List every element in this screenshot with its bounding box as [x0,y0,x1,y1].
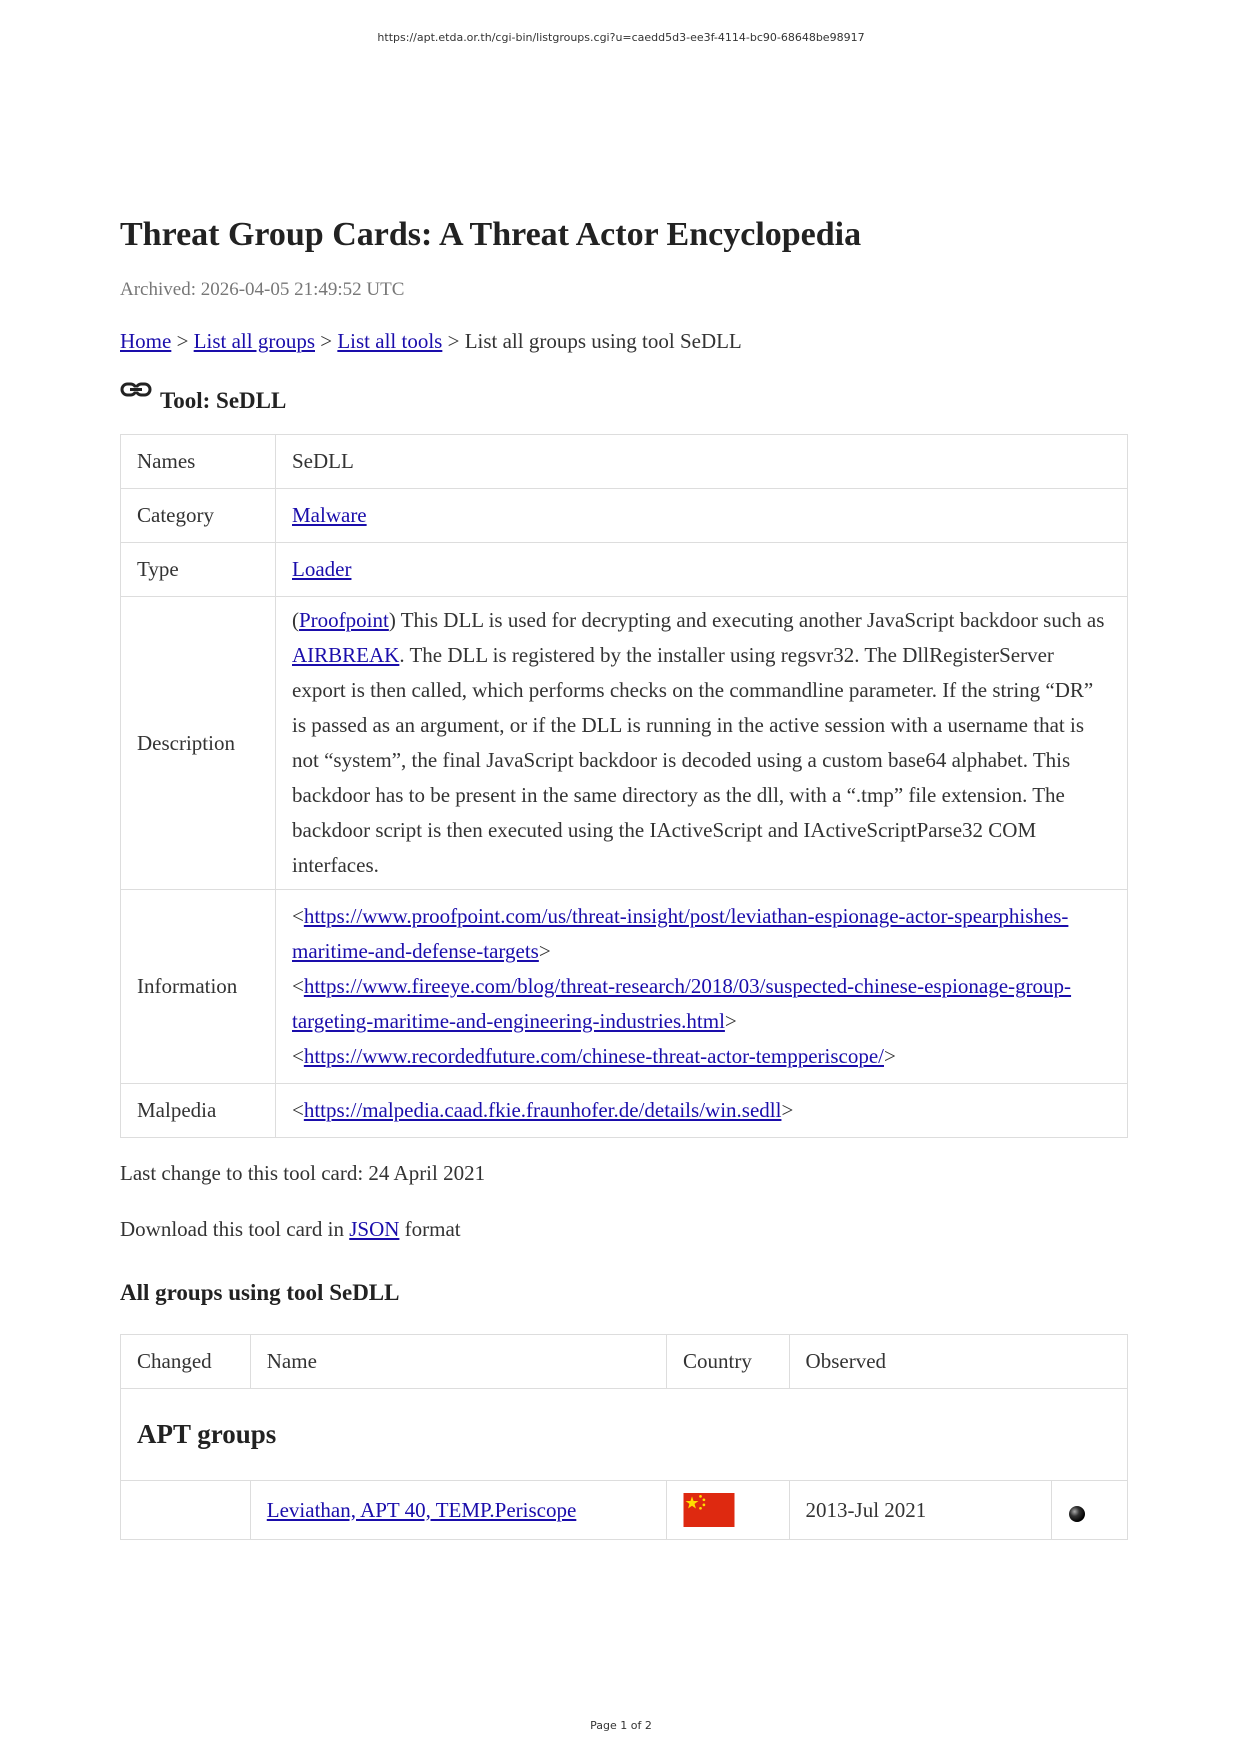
column-header-changed: Changed [121,1335,251,1389]
table-row [121,597,1128,890]
description-label: Description [121,597,276,890]
main-content [120,210,1128,1540]
table-row [121,543,1128,597]
observed-cell: 2013-Jul 2021 [789,1481,1052,1540]
country-cell [667,1481,790,1540]
breadcrumb-list-groups-link[interactable]: List all groups [193,329,315,353]
names-value: SeDLL [276,435,1128,489]
column-header-observed: Observed [789,1335,1127,1389]
malpedia-label: Malpedia [121,1084,276,1138]
malpedia-value: <https://malpedia.caad.fkie.fraunhofer.de/details/win.sedll> [276,1084,1128,1138]
type-link[interactable]: Loader [292,557,352,581]
download-suffix: format [399,1217,461,1241]
table-row [121,1481,1128,1540]
china-flag-icon [683,1493,735,1527]
groups-heading: All groups using tool SeDLL [120,1280,400,1305]
black-dot-icon [1068,1505,1086,1523]
page-title: Threat Group Cards: A Threat Actor Encyclopedia [120,216,862,253]
information-link[interactable]: https://www.recordedfuture.com/chinese-threat-actor-tempperiscope/ [303,1044,884,1068]
column-header-country: Country [667,1335,790,1389]
download-line [120,1214,1128,1244]
table-row [121,435,1128,489]
link-icon [120,378,152,404]
breadcrumb-list-tools-link[interactable]: List all tools [337,329,443,353]
column-header-name: Name [250,1335,666,1389]
changed-cell [121,1481,251,1540]
archived-timestamp: Archived: 2026-04-05 21:49:52 UTC [120,279,405,300]
description-open: ( [292,608,299,632]
group-name-link[interactable]: Leviathan, APT 40, TEMP.Periscope [266,1497,577,1522]
breadcrumb-separator: > [320,329,333,353]
malpedia-link[interactable]: https://malpedia.caad.fkie.fraunhofer.de/details/win.sedll [303,1098,782,1122]
information-label: Information [121,890,276,1084]
names-label: Names [121,435,276,489]
information-value: <https://www.proofpoint.com/us/threat-insight/post/leviathan-espionage-actor-spearphishes-maritime-and-defense-targets> <https://www.fireeye.com/blog/threat-research/2018/03/suspected-chinese-espionage-group-targeting-maritime-and-engineering-industries.html> <https://www.recordedfuture.com/chinese-threat-actor-tempperiscope/> [276,890,1128,1084]
print-header-url: https://apt.etda.or.th/cgi-bin/listgroups.cgi?u=caedd5d3-ee3f-4114-bc90-68648be98917 [377,31,865,44]
table-row [121,1084,1128,1138]
breadcrumb-separator: > [447,329,460,353]
table-row [121,890,1128,1084]
status-cell [1052,1481,1128,1540]
information-link[interactable]: https://www.proofpoint.com/us/threat-insight/post/leviathan-espionage-actor-spearphishes-maritime-and-defense-targets [292,904,1069,963]
description-airbreak-link[interactable]: AIRBREAK [292,643,400,667]
groups-table [120,1334,1128,1540]
description-source-link[interactable]: Proofpoint [299,608,389,632]
breadcrumb-home-link[interactable]: Home [120,329,172,353]
category-link[interactable]: Malware [292,503,367,527]
breadcrumb [120,326,1128,356]
description-text-2: . The DLL is registered by the installer using regsvr32. The DllRegisterServer export is then called, which performs checks on the commandline parameter. If the string “DR” is passed as an argument, or if the DLL is running in the active session with a username that is not “system”, the final JavaScript backdoor is decoded using a custom base64 alphabet. This backdoor has to be present in the same directory as the dll, with a “.tmp” file extension. The backdoor script is then executed using the IActiveScript and IActiveScriptParse32 COM interfaces. [292,643,1094,877]
category-label: Category [121,489,276,543]
tool-info-table [120,434,1128,1138]
tool-heading [120,380,1128,414]
section-title: APT groups [121,1389,1128,1481]
table-header-row [121,1335,1128,1389]
information-link[interactable]: https://www.fireeye.com/blog/threat-research/2018/03/suspected-chinese-espionage-group-targeting-maritime-and-engineering-industries.html [292,974,1072,1033]
page-number: Page 1 of 2 [590,1719,652,1732]
breadcrumb-current: List all groups using tool SeDLL [464,329,742,353]
description-value [276,597,1128,890]
description-text-1: ) This DLL is used for decrypting and executing another JavaScript backdoor such as [388,608,1105,632]
tool-heading-text: Tool: SeDLL [160,388,287,413]
last-change: Last change to this tool card: 24 April 2021 [120,1161,486,1185]
download-prefix: Download this tool card in [120,1217,350,1241]
section-row [121,1389,1128,1481]
breadcrumb-separator: > [176,329,189,353]
table-row [121,489,1128,543]
type-label: Type [121,543,276,597]
json-download-link[interactable]: JSON [349,1217,400,1241]
